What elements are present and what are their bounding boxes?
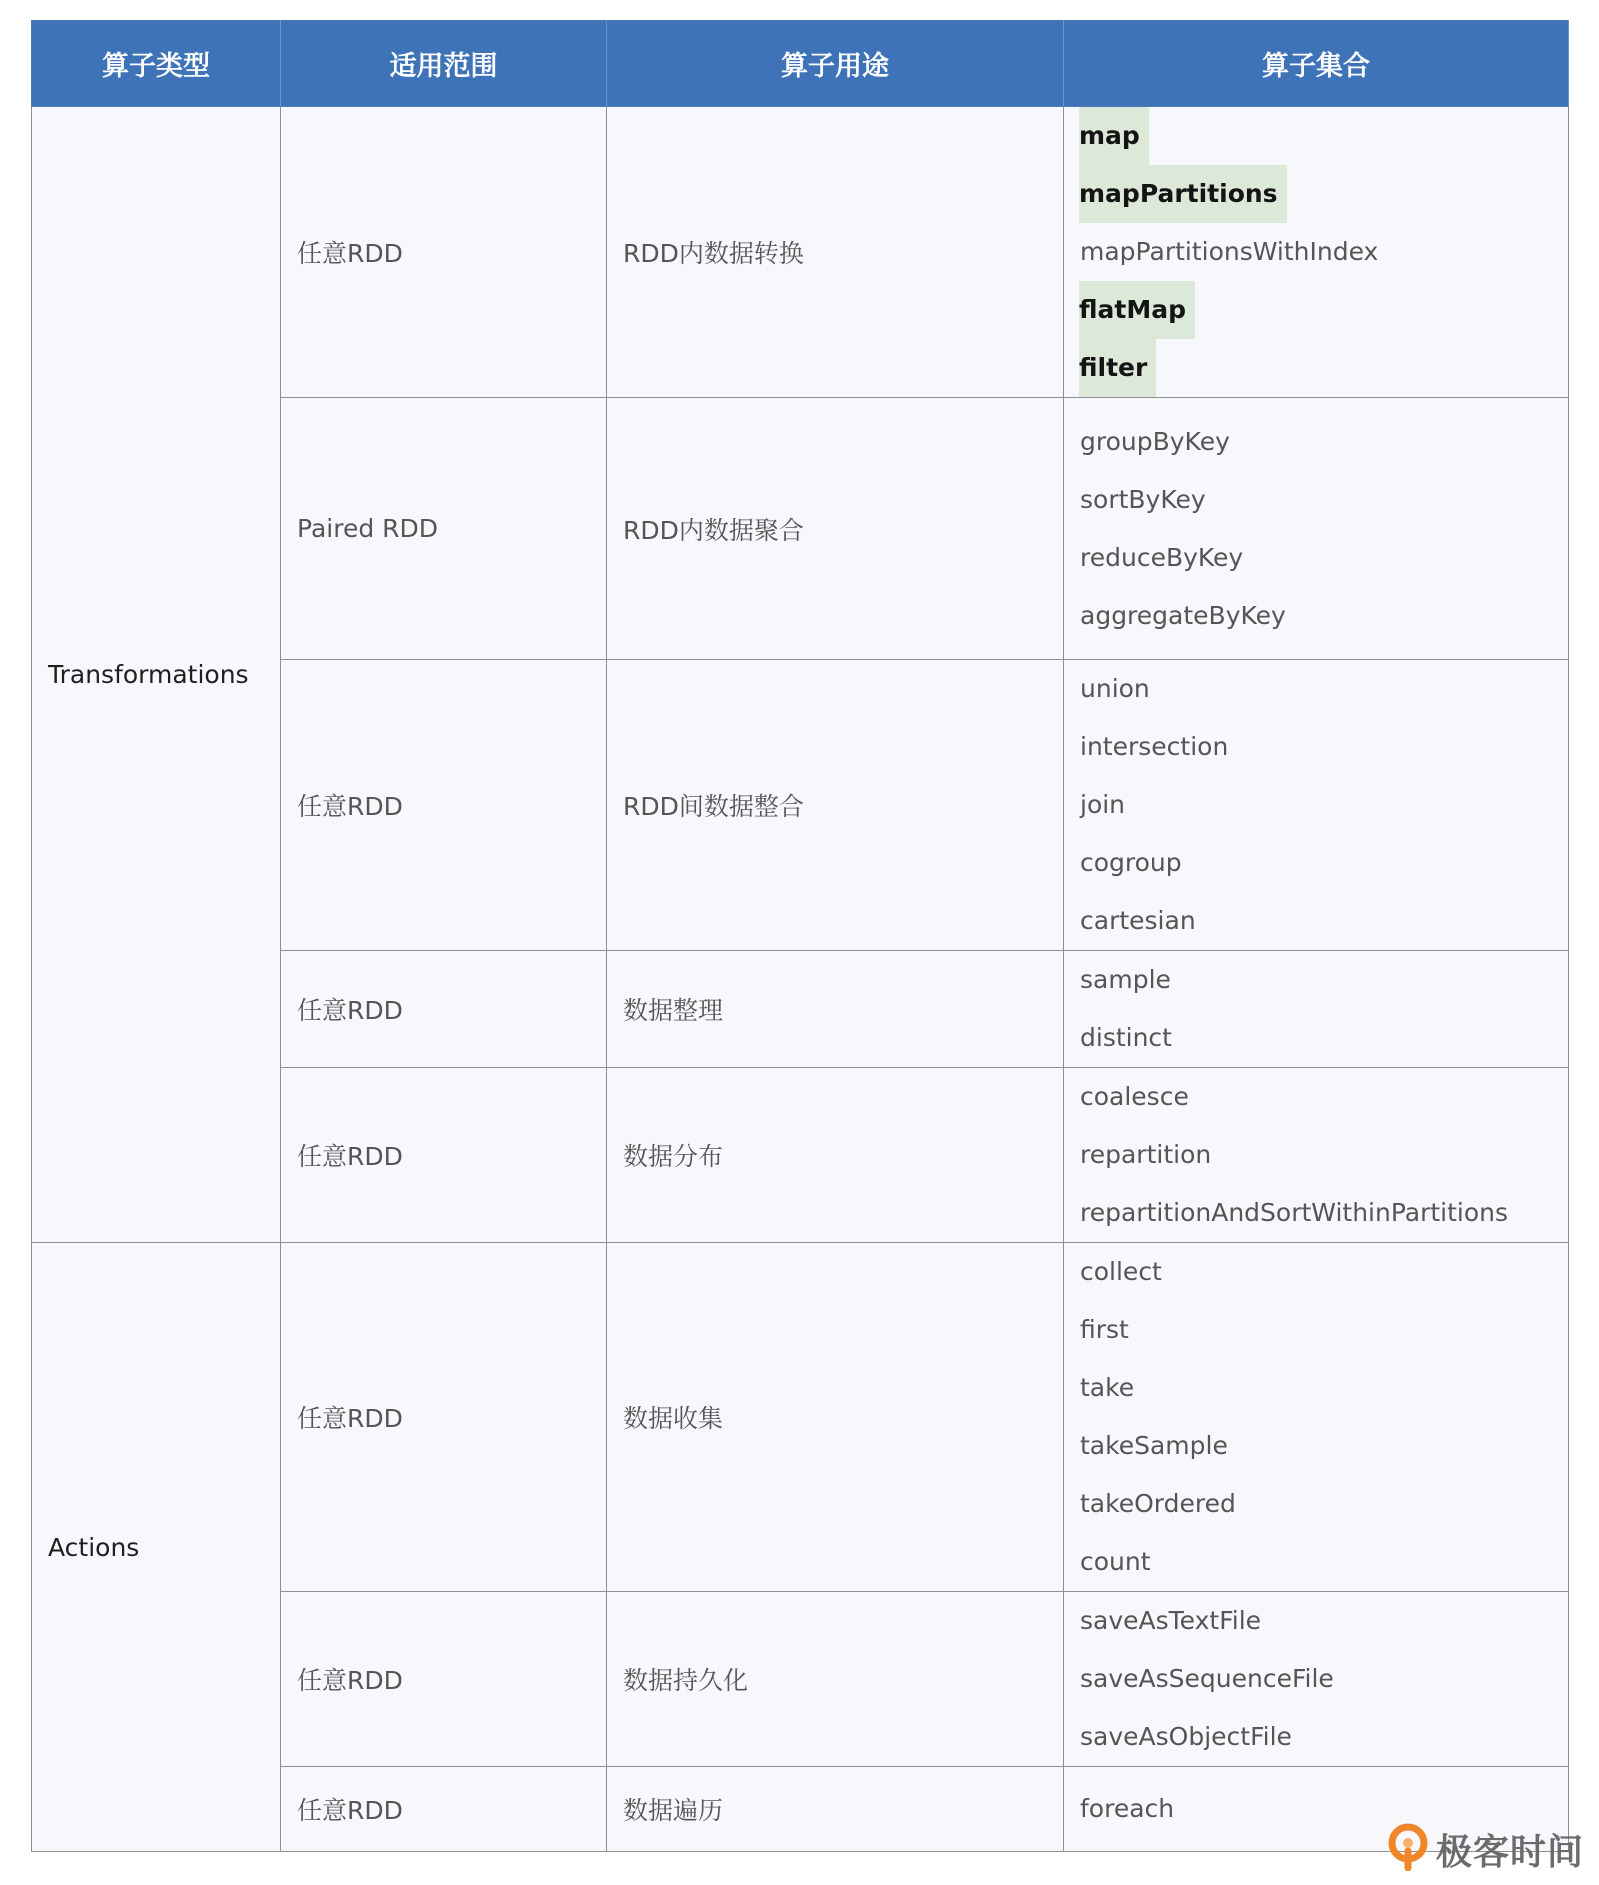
scope-cell: Paired RDD xyxy=(281,398,607,660)
scope-cell: 任意RDD xyxy=(281,1592,607,1767)
op-item: flatMap xyxy=(1079,281,1195,339)
op-item: distinct xyxy=(1080,1023,1172,1052)
op-item: intersection xyxy=(1080,732,1229,761)
ops-cell xyxy=(1064,1068,1569,1243)
purpose-cell: RDD内数据转换 xyxy=(607,107,1064,398)
op-item: count xyxy=(1080,1547,1151,1576)
op-item: takeOrdered xyxy=(1080,1489,1236,1518)
ops-cell xyxy=(1064,398,1569,660)
op-item: repartition xyxy=(1080,1140,1212,1169)
brand-mark-icon xyxy=(1386,1823,1430,1875)
op-item: cogroup xyxy=(1080,848,1182,877)
table-row xyxy=(32,107,1569,398)
op-item: saveAsSequenceFile xyxy=(1080,1664,1334,1693)
op-item: first xyxy=(1080,1315,1129,1344)
purpose-cell: 数据遍历 xyxy=(607,1767,1064,1852)
op-item: foreach xyxy=(1080,1794,1175,1823)
scope-cell: 任意RDD xyxy=(281,1068,607,1243)
operator-table xyxy=(31,20,1569,1852)
purpose-cell: 数据收集 xyxy=(607,1243,1064,1592)
scope-cell: 任意RDD xyxy=(281,107,607,398)
header-purpose: 算子用途 xyxy=(607,21,1064,107)
ops-cell xyxy=(1064,660,1569,951)
op-item: map xyxy=(1079,107,1149,165)
scope-cell: 任意RDD xyxy=(281,660,607,951)
op-item: join xyxy=(1080,790,1126,819)
op-item: union xyxy=(1080,674,1150,703)
op-item: saveAsTextFile xyxy=(1080,1606,1262,1635)
purpose-cell: RDD内数据聚合 xyxy=(607,398,1064,660)
header-operator-type: 算子类型 xyxy=(32,21,281,107)
op-item: cartesian xyxy=(1080,906,1196,935)
ops-cell xyxy=(1064,107,1569,398)
op-item: groupByKey xyxy=(1080,426,1230,456)
purpose-cell: 数据持久化 xyxy=(607,1592,1064,1767)
op-item: reduceByKey xyxy=(1080,542,1244,572)
op-item: coalesce xyxy=(1080,1082,1189,1111)
ops-cell xyxy=(1064,1592,1569,1767)
scope-cell: 任意RDD xyxy=(281,1243,607,1592)
op-item: sample xyxy=(1080,965,1171,994)
op-item: take xyxy=(1080,1373,1135,1402)
header-operator-set: 算子集合 xyxy=(1064,21,1569,107)
purpose-cell: 数据分布 xyxy=(607,1068,1064,1243)
op-item: takeSample xyxy=(1080,1431,1228,1460)
scope-cell: 任意RDD xyxy=(281,951,607,1068)
scope-cell: 任意RDD xyxy=(281,1767,607,1852)
op-item: aggregateByKey xyxy=(1080,600,1286,630)
op-item: mapPartitionsWithIndex xyxy=(1080,237,1379,266)
table-row xyxy=(32,1243,1569,1592)
type-transformations: Transformations xyxy=(32,107,281,1243)
ops-cell xyxy=(1064,1243,1569,1592)
op-item: filter xyxy=(1079,339,1156,397)
header-row xyxy=(32,21,1569,107)
purpose-cell: RDD间数据整合 xyxy=(607,660,1064,951)
brand-name: 极客时间 xyxy=(1435,1831,1584,1873)
op-item: collect xyxy=(1080,1257,1162,1286)
type-actions: Actions xyxy=(32,1243,281,1852)
purpose-cell: 数据整理 xyxy=(607,951,1064,1068)
ops-cell xyxy=(1064,951,1569,1068)
header-scope: 适用范围 xyxy=(281,21,607,107)
op-item: sortByKey xyxy=(1080,484,1206,514)
op-item: saveAsObjectFile xyxy=(1080,1722,1292,1751)
op-item: mapPartitions xyxy=(1079,165,1287,223)
op-item: repartitionAndSortWithinPartitions xyxy=(1080,1198,1509,1227)
brand-logo xyxy=(1386,1823,1584,1875)
